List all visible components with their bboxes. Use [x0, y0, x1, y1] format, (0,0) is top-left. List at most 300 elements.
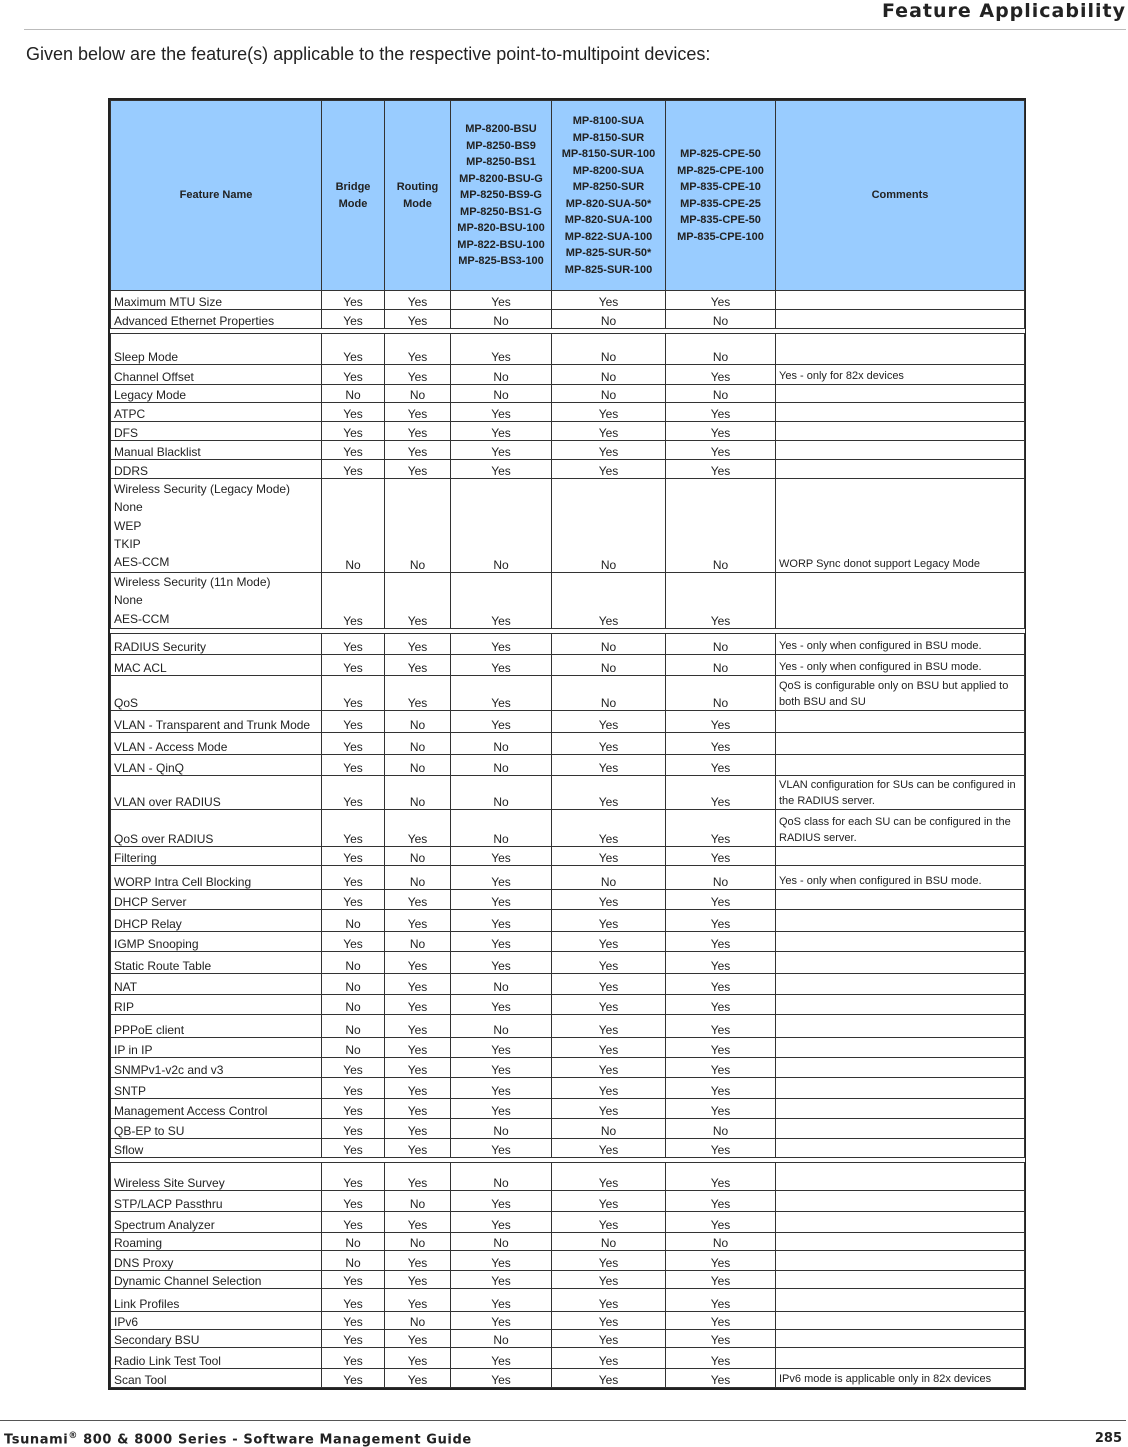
- bsu-value: No: [451, 973, 552, 994]
- cpe-value: No: [666, 865, 776, 889]
- routing-mode-value: No: [385, 384, 451, 402]
- routing-mode-value: Yes: [385, 1058, 451, 1078]
- routing-mode-value: No: [385, 932, 451, 952]
- routing-mode-value: No: [385, 1191, 451, 1212]
- routing-mode-value: No: [385, 732, 451, 754]
- sua-value: No: [552, 865, 666, 889]
- bridge-mode-value: No: [322, 952, 385, 973]
- feature-name: Secondary BSU: [114, 1333, 200, 1348]
- feature-name-cell: [111, 1270, 322, 1288]
- routing-mode-value: Yes: [385, 655, 451, 676]
- feature-name-cell: [111, 994, 322, 1014]
- comment-cell: QoS class for each SU can be configured in the RADIUS server.: [776, 810, 1025, 846]
- bridge-mode-value: Yes: [322, 676, 385, 710]
- table-row: [111, 1118, 1025, 1138]
- feature-name-cell: [111, 973, 322, 994]
- feature-name: AES-CCM: [114, 555, 170, 570]
- routing-mode-value: No: [385, 846, 451, 865]
- feature-name: PPPoE client: [114, 1023, 185, 1038]
- page-title: Feature Applicability: [881, 0, 1126, 22]
- cpe-value: Yes: [666, 460, 776, 479]
- table-row: [111, 952, 1025, 973]
- feature-name: IGMP Snooping: [114, 937, 199, 952]
- column-header-bridge-mode: [322, 101, 385, 291]
- bsu-value: No: [451, 1330, 552, 1348]
- bsu-value: Yes: [451, 633, 552, 654]
- column-header-line: MP-825-SUR-50*: [565, 247, 652, 259]
- bridge-mode-value: No: [322, 1014, 385, 1037]
- cpe-value: Yes: [666, 291, 776, 310]
- column-header-line: MP-8150-SUR-100: [561, 148, 656, 160]
- feature-name-cell: [111, 572, 322, 628]
- comment-cell: [776, 421, 1025, 440]
- column-header-line: MP-820-BSU-100: [457, 222, 545, 235]
- feature-name-cell: [111, 1212, 322, 1232]
- table-row: [111, 1212, 1025, 1232]
- table-row: [111, 460, 1025, 479]
- table-row: [111, 932, 1025, 952]
- comment-cell: [776, 973, 1025, 994]
- feature-name-cell: [111, 1078, 322, 1098]
- feature-name: Wireless Security (Legacy Mode): [114, 482, 291, 497]
- bsu-value: No: [451, 479, 552, 572]
- cpe-value: Yes: [666, 710, 776, 732]
- table-row: [111, 1250, 1025, 1270]
- comment-cell: [776, 1212, 1025, 1232]
- feature-name: IPv6: [114, 1315, 139, 1330]
- cpe-value: Yes: [666, 776, 776, 810]
- feature-name-cell: [111, 1288, 322, 1311]
- bridge-mode-value: Yes: [322, 1078, 385, 1098]
- comment-cell: Yes - only when configured in BSU mode.: [776, 655, 1025, 676]
- column-header-line: MP-8250-BS1-G: [460, 205, 542, 218]
- feature-name: SNTP: [114, 1083, 147, 1098]
- bsu-value: Yes: [451, 1312, 552, 1330]
- bridge-mode-value: No: [322, 479, 385, 572]
- table-row: [111, 421, 1025, 440]
- table-row: [111, 973, 1025, 994]
- routing-mode-value: Yes: [385, 1163, 451, 1191]
- comment-cell: [776, 334, 1025, 364]
- sua-value: Yes: [552, 1270, 666, 1288]
- sua-value: Yes: [552, 846, 666, 865]
- feature-name: QoS: [114, 695, 139, 710]
- bsu-value: No: [451, 1118, 552, 1138]
- comment-cell: [776, 310, 1025, 329]
- feature-name: Manual Blacklist: [114, 445, 201, 460]
- comment-cell: [776, 441, 1025, 460]
- bsu-value: Yes: [451, 421, 552, 440]
- routing-mode-value: Yes: [385, 1078, 451, 1098]
- bridge-mode-value: No: [322, 384, 385, 402]
- sua-value: No: [552, 633, 666, 654]
- column-header-cpe-models: [666, 101, 776, 291]
- column-header-line: MP-8100-SUA: [572, 115, 645, 127]
- feature-name: Filtering: [114, 850, 157, 865]
- feature-name-cell: [111, 732, 322, 754]
- bridge-mode-value: No: [322, 1232, 385, 1250]
- routing-mode-value: Yes: [385, 421, 451, 440]
- table-row: [111, 1368, 1025, 1387]
- feature-name: VLAN - Access Mode: [114, 739, 228, 754]
- bsu-value: Yes: [451, 441, 552, 460]
- column-header-line: Mode: [338, 197, 368, 210]
- header-rule: [24, 29, 1126, 30]
- table-row: [111, 810, 1025, 846]
- comment-cell: [776, 952, 1025, 973]
- sua-value: Yes: [552, 441, 666, 460]
- comment-cell: [776, 1058, 1025, 1078]
- table-row: [111, 1348, 1025, 1368]
- sua-value: No: [552, 384, 666, 402]
- cpe-value: Yes: [666, 402, 776, 421]
- comment-cell: [776, 1330, 1025, 1348]
- bsu-value: No: [451, 810, 552, 846]
- bridge-mode-value: Yes: [322, 776, 385, 810]
- routing-mode-value: Yes: [385, 460, 451, 479]
- feature-name: TKIP: [114, 537, 141, 552]
- feature-name: Maximum MTU Size: [114, 295, 223, 310]
- bsu-value: Yes: [451, 655, 552, 676]
- bsu-value: Yes: [451, 1038, 552, 1058]
- comment-cell: [776, 1118, 1025, 1138]
- bsu-value: Yes: [451, 1138, 552, 1157]
- feature-name: NAT: [114, 979, 138, 994]
- routing-mode-value: Yes: [385, 1118, 451, 1138]
- bridge-mode-value: Yes: [322, 310, 385, 329]
- sua-value: Yes: [552, 710, 666, 732]
- bridge-mode-value: Yes: [322, 633, 385, 654]
- routing-mode-value: No: [385, 1232, 451, 1250]
- column-header-line: Bridge: [335, 181, 371, 193]
- feature-name-cell: [111, 889, 322, 909]
- sua-value: Yes: [552, 889, 666, 909]
- cpe-value: Yes: [666, 910, 776, 932]
- cpe-value: Yes: [666, 364, 776, 384]
- feature-name: Sflow: [114, 1142, 144, 1157]
- bridge-mode-value: Yes: [322, 1118, 385, 1138]
- routing-mode-value: Yes: [385, 1368, 451, 1387]
- bsu-value: Yes: [451, 1348, 552, 1368]
- sua-value: Yes: [552, 732, 666, 754]
- feature-name-cell: [111, 676, 322, 710]
- routing-mode-value: Yes: [385, 1098, 451, 1118]
- cpe-value: Yes: [666, 1330, 776, 1348]
- sua-value: Yes: [552, 1288, 666, 1311]
- comment-cell: [776, 384, 1025, 402]
- comment-cell: [776, 402, 1025, 421]
- bridge-mode-value: Yes: [322, 1312, 385, 1330]
- cpe-value: Yes: [666, 1348, 776, 1368]
- comment-cell: [776, 1078, 1025, 1098]
- table-row: [111, 676, 1025, 710]
- cpe-value: Yes: [666, 973, 776, 994]
- comment-cell: [776, 1270, 1025, 1288]
- feature-name: VLAN - Transparent and Trunk Mode: [114, 717, 311, 732]
- sua-value: Yes: [552, 421, 666, 440]
- table-row: [111, 1078, 1025, 1098]
- table-row: [111, 364, 1025, 384]
- routing-mode-value: Yes: [385, 952, 451, 973]
- sua-value: Yes: [552, 1212, 666, 1232]
- footer-text: [4, 1431, 472, 1447]
- feature-name: DDRS: [114, 464, 149, 479]
- sua-value: Yes: [552, 810, 666, 846]
- column-header-line: MP-8250-SUR: [572, 181, 645, 193]
- bsu-value: No: [451, 1014, 552, 1037]
- table-row: [111, 1288, 1025, 1311]
- column-header-comments: [776, 101, 1025, 291]
- comment-cell: [776, 732, 1025, 754]
- column-header-line: MP-825-BS3-100: [458, 255, 544, 268]
- bsu-value: Yes: [451, 572, 552, 628]
- cpe-value: Yes: [666, 754, 776, 775]
- routing-mode-value: Yes: [385, 1138, 451, 1157]
- table-row: [111, 1312, 1025, 1330]
- sua-value: Yes: [552, 973, 666, 994]
- sua-value: Yes: [552, 1014, 666, 1037]
- table-row: [111, 384, 1025, 402]
- column-header-line: Comments: [871, 189, 929, 202]
- sua-value: Yes: [552, 1191, 666, 1212]
- cpe-value: No: [666, 633, 776, 654]
- bsu-value: No: [451, 732, 552, 754]
- routing-mode-value: Yes: [385, 310, 451, 329]
- feature-name-cell: [111, 1250, 322, 1270]
- column-header-line: MP-8200-SUA: [572, 164, 645, 177]
- feature-name: RIP: [114, 999, 135, 1014]
- bridge-mode-value: Yes: [322, 334, 385, 364]
- table-row: [111, 1232, 1025, 1250]
- feature-name-cell: [111, 1330, 322, 1348]
- bridge-mode-value: Yes: [322, 1191, 385, 1212]
- feature-name: IP in IP: [114, 1043, 153, 1058]
- cpe-value: Yes: [666, 889, 776, 909]
- routing-mode-value: Yes: [385, 291, 451, 310]
- feature-name-cell: [111, 865, 322, 889]
- feature-name-cell: [111, 776, 322, 810]
- sua-value: Yes: [552, 1078, 666, 1098]
- feature-name: SNMPv1-v2c and v3: [114, 1063, 224, 1078]
- feature-name: AES-CCM: [114, 611, 170, 626]
- table-row: [111, 1138, 1025, 1157]
- column-header-line: MP-825-CPE-50: [680, 148, 761, 160]
- cpe-value: Yes: [666, 846, 776, 865]
- feature-name: Scan Tool: [114, 1373, 167, 1387]
- sua-value: Yes: [552, 952, 666, 973]
- routing-mode-value: Yes: [385, 572, 451, 628]
- bridge-mode-value: Yes: [322, 1163, 385, 1191]
- cpe-value: Yes: [666, 1058, 776, 1078]
- column-header-line: MP-8150-SUR: [572, 131, 645, 144]
- feature-name-cell: [111, 910, 322, 932]
- table-row: [111, 754, 1025, 775]
- cpe-value: Yes: [666, 1138, 776, 1157]
- sua-value: Yes: [552, 1163, 666, 1191]
- bridge-mode-value: Yes: [322, 932, 385, 952]
- feature-name: Wireless Security (11n Mode): [114, 575, 271, 590]
- bsu-value: Yes: [451, 932, 552, 952]
- routing-mode-value: Yes: [385, 633, 451, 654]
- routing-mode-value: No: [385, 710, 451, 732]
- feature-name: DHCP Server: [114, 895, 187, 910]
- table-row: [111, 732, 1025, 754]
- feature-name: Roaming: [114, 1235, 163, 1250]
- feature-name-cell: [111, 952, 322, 973]
- bridge-mode-value: Yes: [322, 364, 385, 384]
- routing-mode-value: No: [385, 865, 451, 889]
- comment-cell: [776, 460, 1025, 479]
- comment-cell: [776, 1232, 1025, 1250]
- sua-value: Yes: [552, 910, 666, 932]
- table-row: [111, 1038, 1025, 1058]
- feature-name-cell: [111, 384, 322, 402]
- comment-cell: WORP Sync donot support Legacy Mode: [776, 479, 1025, 572]
- sua-value: Yes: [552, 932, 666, 952]
- comment-cell: QoS is configurable only on BSU but applied to both BSU and SU: [776, 676, 1025, 710]
- comment-cell: [776, 291, 1025, 310]
- table-row: [111, 633, 1025, 654]
- routing-mode-value: Yes: [385, 910, 451, 932]
- bridge-mode-value: Yes: [322, 1138, 385, 1157]
- comment-cell: [776, 1098, 1025, 1118]
- sua-value: No: [552, 334, 666, 364]
- bsu-value: No: [451, 1232, 552, 1250]
- cpe-value: Yes: [666, 441, 776, 460]
- routing-mode-value: Yes: [385, 1014, 451, 1037]
- column-header-line: MP-822-SUA-100: [564, 230, 653, 243]
- table-row: [111, 1098, 1025, 1118]
- feature-name-cell: [111, 1014, 322, 1037]
- column-header-routing-mode: [385, 101, 451, 291]
- feature-name-cell: [111, 1098, 322, 1118]
- bsu-value: Yes: [451, 1270, 552, 1288]
- comment-cell: Yes - only when configured in BSU mode.: [776, 865, 1025, 889]
- feature-name: QB-EP to SU: [114, 1123, 185, 1138]
- feature-name: WEP: [114, 518, 142, 533]
- routing-mode-value: Yes: [385, 1330, 451, 1348]
- column-header-line: Feature Name: [179, 189, 253, 202]
- bridge-mode-value: Yes: [322, 441, 385, 460]
- comment-cell: [776, 932, 1025, 952]
- cpe-value: Yes: [666, 1288, 776, 1311]
- bsu-value: Yes: [451, 460, 552, 479]
- bsu-value: Yes: [451, 1288, 552, 1311]
- column-header-feature-name: [111, 101, 322, 291]
- column-header-line: MP-8200-BSU: [465, 123, 537, 136]
- column-header-line: MP-820-SUA-50*: [565, 197, 652, 210]
- footer-guide-title: 800 & 8000 Series - Software Management Guide: [77, 1432, 472, 1447]
- cpe-value: No: [666, 655, 776, 676]
- bridge-mode-value: No: [322, 1038, 385, 1058]
- bridge-mode-value: Yes: [322, 846, 385, 865]
- routing-mode-value: Yes: [385, 334, 451, 364]
- column-header-line: MP-8250-BS1: [466, 156, 536, 169]
- routing-mode-value: No: [385, 754, 451, 775]
- bridge-mode-value: Yes: [322, 1212, 385, 1232]
- comment-cell: [776, 710, 1025, 732]
- comment-cell: [776, 910, 1025, 932]
- routing-mode-value: Yes: [385, 889, 451, 909]
- comment-cell: Yes - only when configured in BSU mode.: [776, 633, 1025, 654]
- table-row: [111, 334, 1025, 364]
- cpe-value: No: [666, 384, 776, 402]
- intro-text: Given below are the feature(s) applicable to the respective point-to-multipoint devices:: [26, 44, 711, 64]
- feature-name: Wireless Site Survey: [114, 1176, 225, 1191]
- bridge-mode-value: Yes: [322, 1270, 385, 1288]
- bsu-value: Yes: [451, 676, 552, 710]
- comment-cell: [776, 846, 1025, 865]
- column-header-line: MP-835-CPE-25: [680, 197, 761, 210]
- sua-value: No: [552, 1232, 666, 1250]
- feature-name: Legacy Mode: [114, 387, 187, 402]
- cpe-value: Yes: [666, 1250, 776, 1270]
- cpe-value: Yes: [666, 1098, 776, 1118]
- bsu-value: No: [451, 1163, 552, 1191]
- sua-value: Yes: [552, 460, 666, 479]
- bsu-value: Yes: [451, 1078, 552, 1098]
- sua-value: Yes: [552, 1312, 666, 1330]
- column-header-line: Routing: [396, 181, 439, 193]
- sua-value: Yes: [552, 1098, 666, 1118]
- feature-name-cell: [111, 310, 322, 329]
- table-row: [111, 710, 1025, 732]
- table-row: [111, 910, 1025, 932]
- bridge-mode-value: Yes: [322, 572, 385, 628]
- bridge-mode-value: No: [322, 973, 385, 994]
- bsu-value: No: [451, 776, 552, 810]
- cpe-value: No: [666, 479, 776, 572]
- bsu-value: Yes: [451, 910, 552, 932]
- table-row: [111, 1058, 1025, 1078]
- feature-name-cell: [111, 460, 322, 479]
- sua-value: Yes: [552, 1058, 666, 1078]
- bsu-value: Yes: [451, 1058, 552, 1078]
- cpe-value: Yes: [666, 810, 776, 846]
- bsu-value: Yes: [451, 1250, 552, 1270]
- routing-mode-value: Yes: [385, 994, 451, 1014]
- sua-value: Yes: [552, 776, 666, 810]
- feature-name-cell: [111, 364, 322, 384]
- bsu-value: Yes: [451, 1191, 552, 1212]
- comment-cell: Yes - only for 82x devices: [776, 364, 1025, 384]
- feature-name: Channel Offset: [114, 369, 194, 384]
- comment-cell: [776, 1348, 1025, 1368]
- feature-name-cell: [111, 633, 322, 654]
- bridge-mode-value: Yes: [322, 402, 385, 421]
- bsu-value: Yes: [451, 1212, 552, 1232]
- feature-name-cell: [111, 1058, 322, 1078]
- comment-cell: IPv6 mode is applicable only in 82x devices: [776, 1368, 1025, 1387]
- feature-table-container: [108, 98, 1026, 1390]
- feature-name: Sleep Mode: [114, 349, 179, 364]
- bsu-value: Yes: [451, 889, 552, 909]
- feature-name: DFS: [114, 426, 138, 441]
- comment-cell: [776, 1163, 1025, 1191]
- cpe-value: No: [666, 676, 776, 710]
- bridge-mode-value: Yes: [322, 1288, 385, 1311]
- routing-mode-value: Yes: [385, 676, 451, 710]
- routing-mode-value: Yes: [385, 1348, 451, 1368]
- sua-value: No: [552, 310, 666, 329]
- feature-name-cell: [111, 655, 322, 676]
- feature-name: RADIUS Security: [114, 640, 207, 655]
- routing-mode-value: Yes: [385, 1212, 451, 1232]
- comment-cell: [776, 1250, 1025, 1270]
- cpe-value: Yes: [666, 1014, 776, 1037]
- cpe-value: Yes: [666, 1312, 776, 1330]
- comment-cell: [776, 1138, 1025, 1157]
